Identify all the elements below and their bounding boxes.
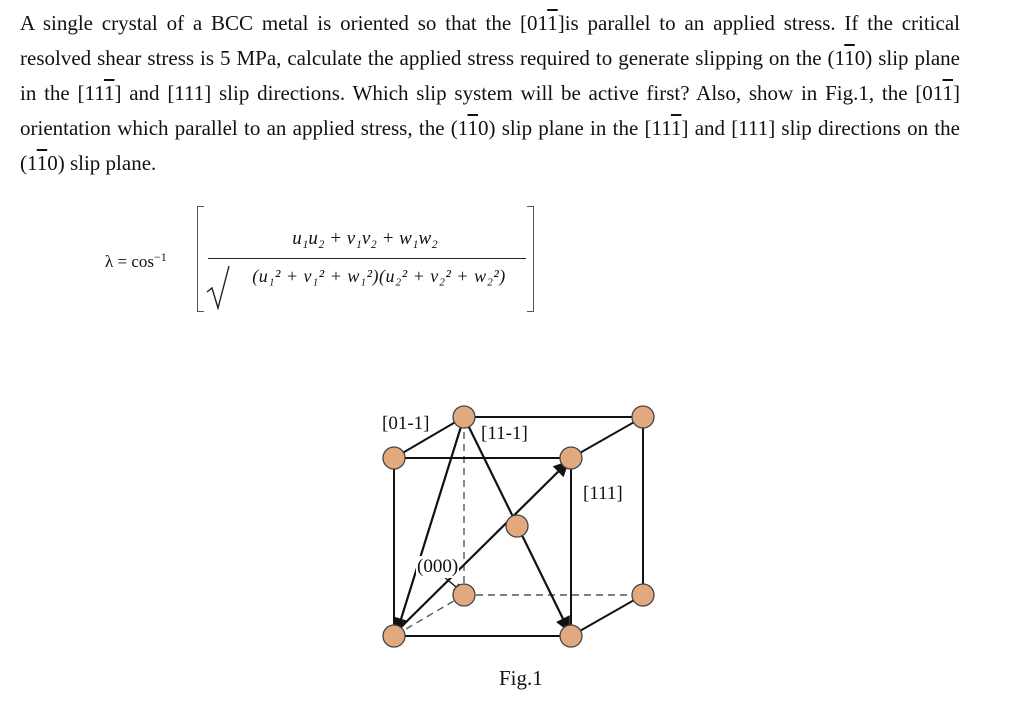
problem-statement [20,6,960,181]
hidden-edge-x [394,595,464,636]
label-origin: (000) [417,556,459,577]
atom-corner [560,625,582,647]
label-01m1: [01-1] [382,413,430,434]
atom-corner [383,625,405,647]
sqrt-sign [205,264,231,310]
formula-numerator: u₁u₂ + v₁v₂ + w₁w₂ [292,228,438,249]
angle-formula [105,202,545,314]
atom-corner [632,406,654,428]
formula-denominator: (u₁² + v₁² + w₁²)(u₂² + v₂² + w₂²) [252,266,506,286]
direction-arrows [397,417,569,632]
figure-caption: Fig.1 [499,666,543,690]
atom-origin [453,584,475,606]
atom-corner [383,447,405,469]
atom-corner [632,584,654,606]
label-11m1: [11-1] [481,423,528,444]
label-111: [111] [583,483,623,504]
left-bracket [197,206,204,312]
right-bracket [527,206,534,312]
atom-corner [453,406,475,428]
fraction-bar [208,258,526,259]
formula-lhs: $\lambda = \cos^{-1}$ [105,250,167,271]
problem-text: A single crystal of a BCC metal is oriented so that the [011]is parallel to an applied stress. If the critical resolved shear stress is 5 MPa, calculate the applied stress required to generate slipping on the (110) slip plane in the [111] and [111] slip directions. Which slip system will be active first? Also, show in Fig.1, the [011] orientation which parallel to an applied stress, the (110) slip plane in the [111] and [111] slip directions on the (110) slip plane. [20,11,960,175]
formula-exponent: −1 [154,250,167,264]
atom-body-center [506,515,528,537]
bcc-unit-cell-figure [370,395,670,705]
atom-corner [560,447,582,469]
